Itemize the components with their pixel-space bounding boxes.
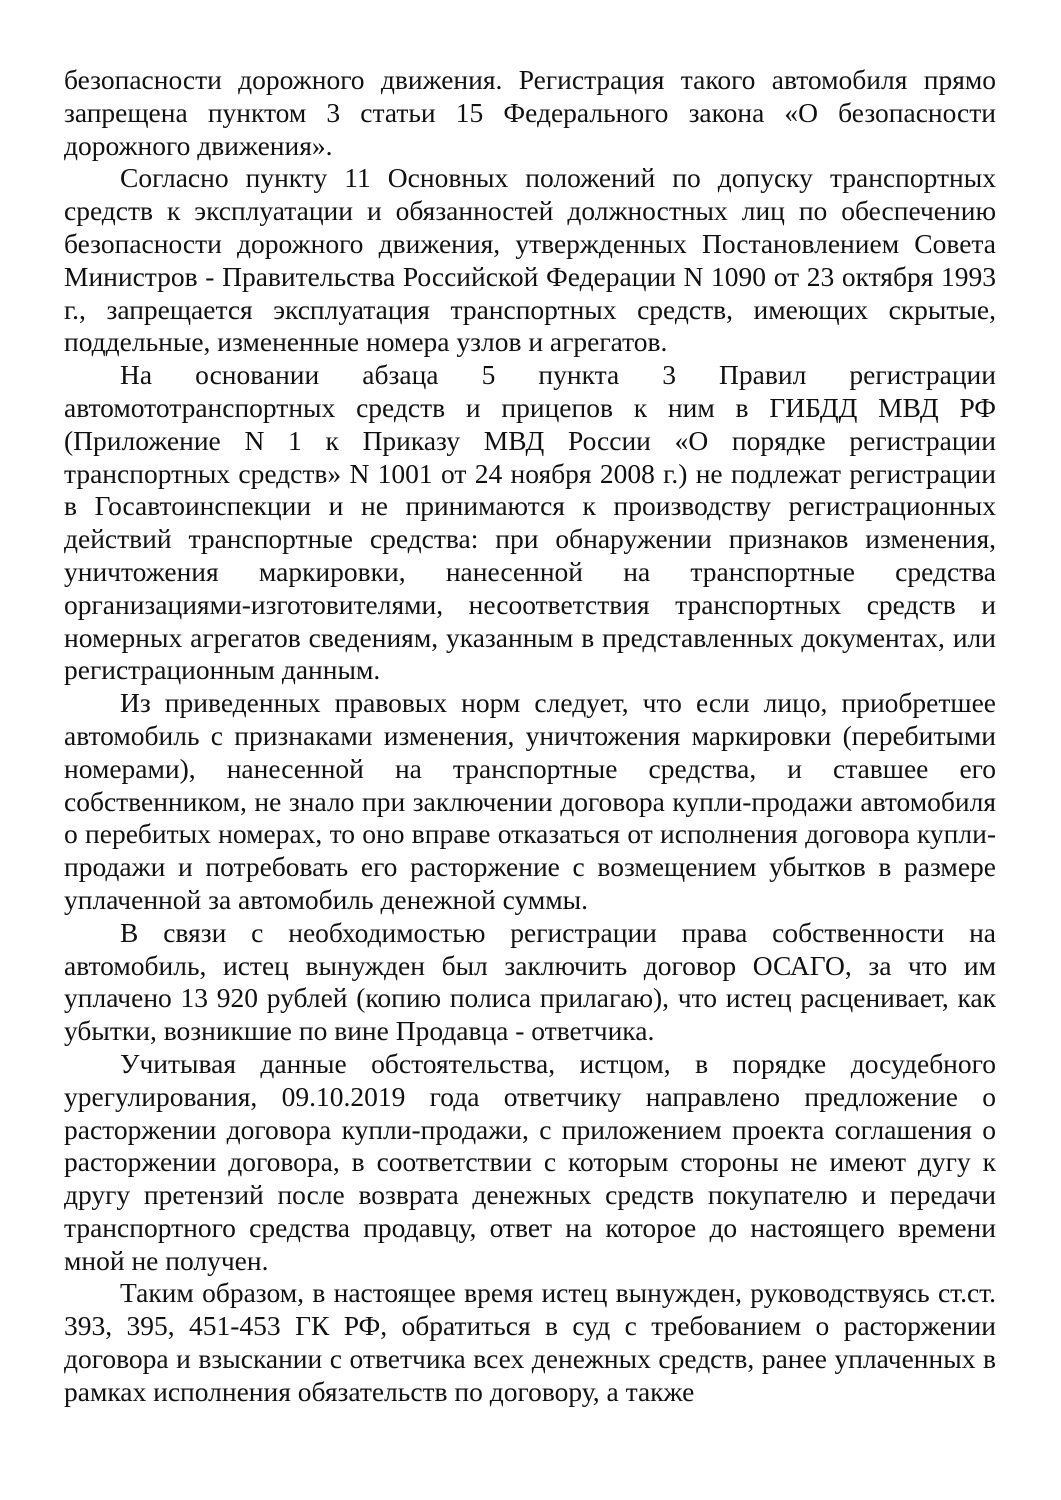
paragraph-court-claim: Таким образом, в настоящее время истец вынужден, руководствуясь ст.ст. 393, 395, 451-453 ГК РФ, обратиться в суд с требованием о расторжении договора и взыскании с ответчика всех денежных средств, ранее уплаченных в рамках исполнения обязательств по договору, а также (64, 1277, 996, 1407)
document-page (64, 64, 996, 1409)
paragraph-vehicle-operation-rules: Согласно пункту 11 Основных положений по допуску транспортных средств к эксплуатации и обязанностей должностных лиц по обеспечению безопасности дорожного движения, утвержденных Постановлением Совета Министров - Правительства Российской Федерации N 1090 от 23 октября 1993 г., запрещается эксплуатация транспортных средств, имеющих скрытые, поддельные, измененные номера узлов и агрегатов. (64, 162, 996, 358)
paragraph-registration-rules: На основании абзаца 5 пункта 3 Правил регистрации автомототранспортных средств и прицепов к ним в ГИБДД МВД РФ (Приложение N 1 к Приказу МВД России «О порядке регистрации транспортных средств» N 1001 от 24 ноября 2008 г.) не подлежат регистрации в Госавтоинспекции и не принимаются к производству регистрационных действий транспортные средства: при обнаружении признаков изменения, уничтожения маркировки, нанесенной на транспортные средства организациями-изготовителями, несоответствия транспортных средств и номерных агрегатов сведениям, указанным в представленных документах, или регистрационным данным. (64, 359, 996, 686)
paragraph-legal-conclusion: Из приведенных правовых норм следует, что если лицо, приобретшее автомобиль с признаками изменения, уничтожения маркировки (перебитыми номерами), нанесенной на транспортные средства, и ставшее его собственником, не знало при заключении договора купли-продажи автомобиля о перебитых номерах, то оно вправе отказаться от исполнения договора купли-продажи и потребовать его расторжение с возмещением убытков в размере уплаченной за автомобиль денежной суммы. (64, 687, 996, 915)
paragraph-traffic-safety-law: безопасности дорожного движения. Регистрация такого автомобиля прямо запрещена пунктом 3 статьи 15 Федерального закона «О безопасности дорожного движения». (64, 64, 996, 161)
paragraph-pretrial-settlement: Учитывая данные обстоятельства, истцом, в порядке досудебного урегулирования, 09.10.2019 года ответчику направлено предложение о расторжении договора купли-продажи, с приложением проекта соглашения о расторжении договора, в соответствии с которым стороны не имеют дугу к другу претензий после возврата денежных средств покупателю и передачи транспортного средства продавцу, ответ на которое до настоящего времени мной не получен. (64, 1047, 996, 1276)
paragraph-osago-losses: В связи с необходимостью регистрации права собственности на автомобиль, истец вынужден был заключить договор ОСАГО, за что им уплачено 13 920 рублей (копию полиса прилагаю), что истец расценивает, как убытки, возникшие по вине Продавца - ответчика. (64, 916, 996, 1047)
